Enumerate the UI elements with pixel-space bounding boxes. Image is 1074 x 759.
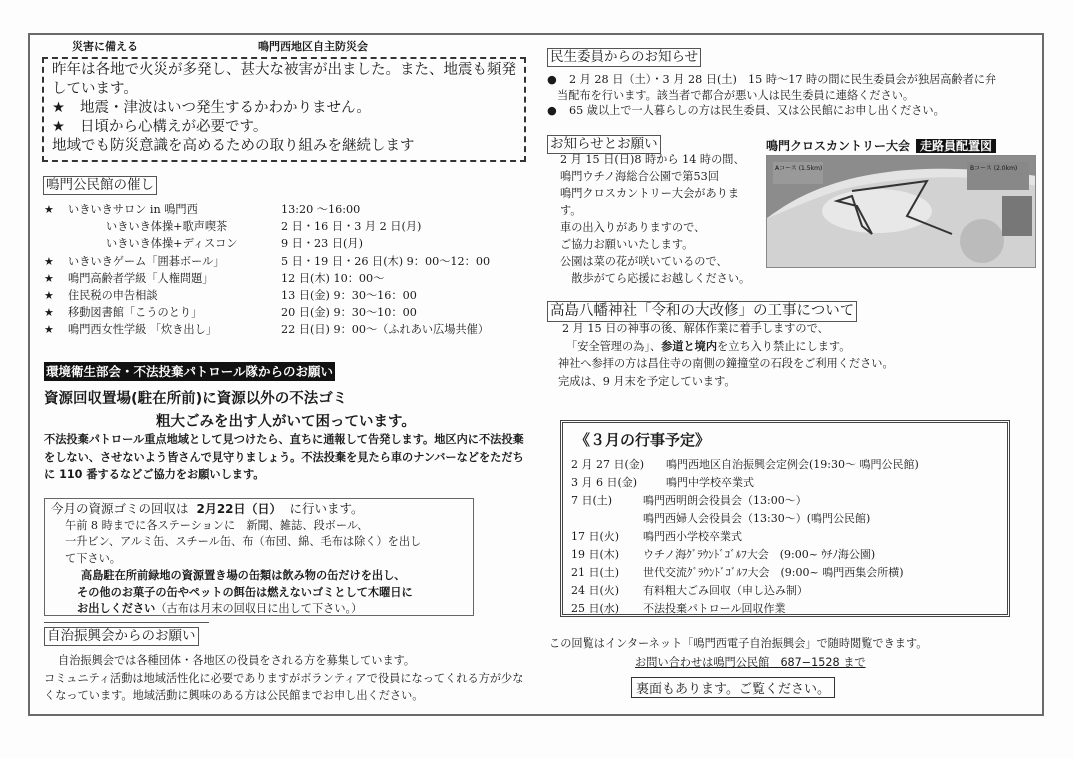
- event-name: 住民税の申告相談: [68, 289, 158, 303]
- march-schedule-box: [560, 420, 1010, 617]
- events-title: 鳴門公民館の催し: [43, 176, 157, 195]
- environment-headline: 資源回収置場(駐在所前)に資源以外の不法ゴミ: [44, 391, 348, 407]
- event-time: 22 日(日) 9：00〜（ふれあい広場共催）: [281, 323, 490, 337]
- star-icon: ★: [44, 271, 55, 285]
- welfare-section: [547, 46, 701, 67]
- map-title: 鳴門クロスカントリー大会 走路員配置図: [766, 137, 996, 154]
- event-name: 鳴門西女性学級 「炊き出し」: [68, 323, 217, 337]
- star-icon: ★: [44, 203, 55, 216]
- course-map-graphic: [767, 156, 1036, 268]
- event-name: いきいき体操+ディスコン: [106, 237, 238, 251]
- web-note: この回覧はインターネット「鳴門西電子自治振興会」で随時閲覧できます。: [549, 637, 928, 650]
- notice-title: お知らせとお願い: [547, 135, 661, 154]
- disaster-line: 地域でも防災意識を高めるための取り組みを継続します: [52, 138, 415, 154]
- event-time: 5 日・19 日・26 日(木) 9：00〜12：00: [281, 254, 491, 268]
- recycling-line: お出しください（古布は月末の回収日に出して下さい。）: [77, 601, 363, 615]
- welfare-item: ● 2 月 28 日（土）・3 月 28 日(土) 15 時〜17 時の間に民生委員会が独居高齢者に弁: [547, 73, 997, 86]
- recycling-line: て下さい。: [65, 551, 121, 565]
- disaster-heading: 災害に備える: [72, 40, 138, 53]
- star-icon: ★: [52, 100, 65, 116]
- backside-note: 裏面もあります。ご覧ください。: [631, 677, 835, 698]
- events-list: [44, 201, 524, 339]
- council-section: [44, 625, 199, 646]
- event-row: [44, 235, 524, 252]
- welfare-title: 民生委員からのお知らせ: [547, 48, 701, 67]
- svg-text:Aコース (1.5km): Aコース (1.5km): [775, 165, 823, 172]
- event-time: 13 日(金) 9：30〜16：00: [281, 289, 417, 303]
- schedule-row: 25 日(水) 不法投棄パトロール回収作業: [571, 602, 786, 615]
- events-section: [43, 174, 157, 195]
- recycling-box: [44, 498, 474, 616]
- disaster-line: 昨年は各地で火災が多発し、甚大な被害が出ました。また、地震も頻発: [52, 62, 516, 78]
- contact-info: お問い合わせは鳴門公民館 687−1528 まで: [635, 656, 866, 669]
- environment-title: 環境衛生部会・不法投棄パトロール隊からのお願い: [46, 364, 334, 379]
- event-time: 12 日(木) 10：00〜: [281, 271, 385, 285]
- environment-body: 不法投棄パトロール重点地域として見つけたら、直ちに通報して告発します。地区内に不法投棄をしない、させないよう皆さんで見守りましょう。不法投棄を見たら車のナンバーなどをただちに 110 番するなどご協力をお願いします。: [44, 433, 524, 481]
- council-body: 自治振興会では各種団体・各地区の役員をされる方を募集しています。 コミュニティ活動は地域活性化に必要でありますがボランティアで役員になってくれる方が少なくなっています。地域活動に興味のある方は公民館までお申し出ください。: [44, 654, 524, 702]
- schedule-row: 17 日(火) 鳴門西小学校卒業式: [571, 530, 742, 543]
- council-title: 自治振興会からのお願い: [44, 627, 199, 646]
- star-icon: ★: [44, 306, 55, 320]
- schedule-row: 21 日(土) 世代交流ｸﾞﾗｳﾝﾄﾞｺﾞﾙﾌ大会 (9:00~ 鳴門西集会所横): [571, 566, 904, 579]
- disaster-organization: 鳴門西地区自主防災会: [258, 40, 368, 53]
- event-time: 2 日・16 日・3 月 2 日(月): [281, 220, 422, 234]
- welfare-body: ● 2 月 28 日（土）・3 月 28 日(土) 15 時〜17 時の間に民生委員会が独居高齢者に弁 当配布を行います。該当者で都合が悪い人は民生委員に連絡ください。 ● 65 歳以上で一人暮らしの方は民生委員、又は公民館にお申し出ください。: [547, 72, 1037, 119]
- environment-headline: 粗大ごみを出す人がいて困っています。: [156, 414, 416, 430]
- disaster-line: ★ 日頃から心構えが必要です。: [52, 119, 268, 135]
- event-name: 鳴門高齢者学級「人権問題」: [68, 271, 214, 285]
- schedule-row: 鳴門西婦人会役員会（13:30〜）(鳴門公民館): [643, 512, 871, 525]
- event-name: いきいきゲーム「囲碁ボール」: [68, 254, 225, 268]
- bullet-icon: ●: [547, 73, 557, 86]
- schedule-row: 19 日(木) ウチノ海ｸﾞﾗｳﾝﾄﾞｺﾞﾙﾌ大会 (9:00~ ｳﾁﾉ海公園): [571, 548, 876, 561]
- recycling-line: 高島駐在所前緑地の資源置き場の缶類は飲み物の缶だけを出し、: [81, 568, 406, 582]
- event-row: [44, 253, 524, 270]
- event-row: [44, 218, 524, 235]
- notice-body: 2 月 15 日(日)8 時から 14 時の間、 鳴門ウチノ海総合公園で第53回 鳴門クロスカントリー大会があります。 車の出入りがありますので、 ご協力お願いいたします。 公園は菜の花が咲いているので、 散歩がてら応援にお越しください。: [560, 153, 751, 285]
- event-time: 9 日・23 日(月): [281, 237, 363, 251]
- star-icon: ★: [44, 254, 55, 268]
- schedule-title: 《３月の行事予定》: [575, 431, 711, 449]
- star-icon: ★: [44, 323, 55, 337]
- disaster-notice-box: [42, 57, 526, 162]
- divider: [44, 622, 209, 623]
- shrine-title: 高島八幡神社「令和の大改修」の工事について: [547, 301, 857, 322]
- schedule-row: 2 月 27 日(金) 鳴門西地区自治振興会定例会(19:30〜 鳴門公民館): [571, 458, 919, 471]
- star-icon: ★: [52, 119, 65, 135]
- schedule-row: 7 日(土) 鳴門西明朗会役員会（13:00〜）: [571, 494, 807, 507]
- event-name: いきいきサロン in 鳴門西: [68, 203, 198, 216]
- bullet-icon: ●: [547, 104, 557, 117]
- recycling-line: その他のお菓子の缶やペットの餌缶は燃えないゴミとして木曜日に: [77, 584, 413, 599]
- star-icon: ★: [44, 289, 55, 303]
- event-name: いきいき体操+歌声喫茶: [106, 220, 228, 234]
- shrine-section: [547, 300, 857, 322]
- disaster-line: しています。: [52, 81, 138, 97]
- map-tag: 走路員配置図: [916, 139, 996, 153]
- event-name: 移動図書館「こうのとり」: [68, 306, 203, 320]
- event-row: [44, 321, 524, 338]
- recycling-line: 午前 8 時までに各ステーションに 新聞、雑誌、段ボール、: [65, 518, 369, 532]
- disaster-line: ★ 地震・津波はいつ発生するかわかりません。: [52, 100, 371, 116]
- event-time: 13:20 〜16:00: [281, 203, 361, 216]
- event-row: [44, 304, 524, 321]
- svg-text:Bコース (2.0km): Bコース (2.0km): [970, 165, 1018, 172]
- schedule-row: 24 日(火) 有料粗大ごみ回収（申し込み制）: [571, 584, 808, 597]
- welfare-item: ● 65 歳以上で一人暮らしの方は民生委員、又は公民館にお申し出ください。: [547, 104, 945, 117]
- recycling-line: 一升ビン、アルミ缶、スチール缶、布（布団、綿、毛布は除く）を出し: [65, 535, 422, 548]
- recycling-date: 2月22日（日）: [196, 502, 282, 516]
- event-row: [44, 287, 524, 304]
- event-row: [44, 270, 524, 287]
- schedule-row: 3 月 6 日(金) 鳴門中学校卒業式: [571, 476, 754, 489]
- event-time: 20 日(金) 9：30〜10：00: [281, 306, 417, 320]
- shrine-body: 2 月 15 日の神事の後、解体作業に着手しますので、 「安全管理の為」、参道と境内を立ち入り禁止にします。 神社へ参拝の方は昌住寺の南側の鐘撞堂の石段をご利用ください。 完成は、9 月末を予定しています。: [558, 322, 894, 388]
- recycling-lead: 今月の資源ゴミの回収は 2月22日（日） に行います。: [51, 501, 364, 516]
- event-row: [44, 201, 524, 218]
- course-map-image: [766, 155, 1036, 268]
